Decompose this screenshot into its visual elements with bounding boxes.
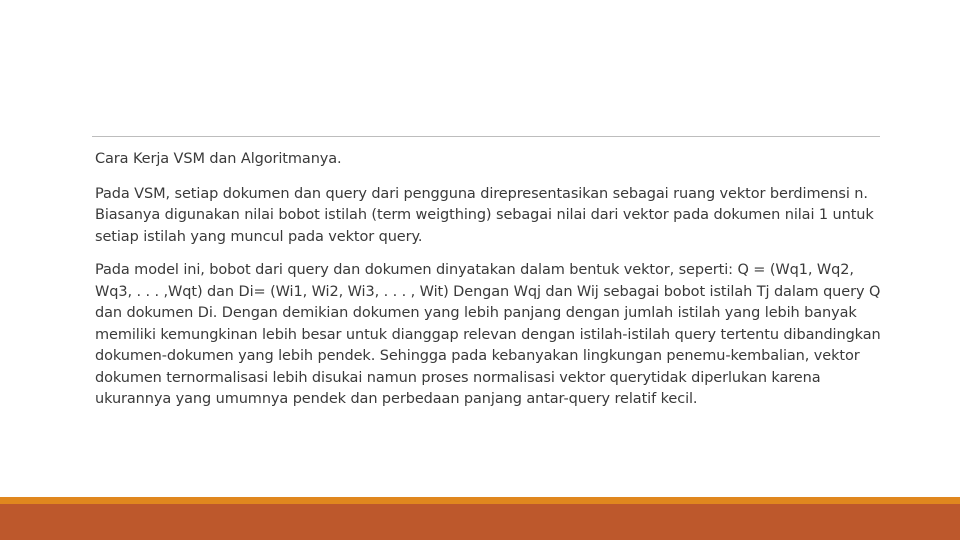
paragraph-model-weights: Pada model ini, bobot dari query dan dokumen dinyatakan dalam bentuk vektor, seperti: Q = (Wq1, Wq2, Wq3, . . . ,Wqt) dan Di= (Wi1, Wi2, Wi3, . . . , Wit) Dengan Wqj dan Wij sebagai bobot istilah Tj dalam query Q dan dokumen Di. Dengan demikian dokumen yang lebih panjang dengan jumlah istilah yang lebih banyak memiliki kemungkinan lebih besar untuk dianggap relevan dengan istilah-istilah query tertentu dibandingkan dokumen-dokumen yang lebih pendek. Sehingga pada kebanyakan lingkungan penemu-kembalian, vektor dokumen ternormalisasi lebih disukai namun proses normalisasi vektor querytidak diperlukan karena ukurannya yang umumnya pendek dan perbedaan panjang antar-query relatif kecil. [95,262,881,407]
footer-band [0,504,960,540]
content-area [95,149,885,423]
slide-heading: Cara Kerja VSM dan Algoritmanya. [95,151,342,167]
top-divider [92,136,880,137]
paragraph-vsm-intro: Pada VSM, setiap dokumen dan query dari pengguna direpresentasikan sebagai ruang vektor berdimensi n. Biasanya digunakan nilai bobot istilah (term weigthing) sebagai nilai dari vektor pada dokumen nilai 1 untuk setiap istilah yang muncul pada vektor query. [95,185,874,245]
footer-accent-stripe [0,497,960,504]
